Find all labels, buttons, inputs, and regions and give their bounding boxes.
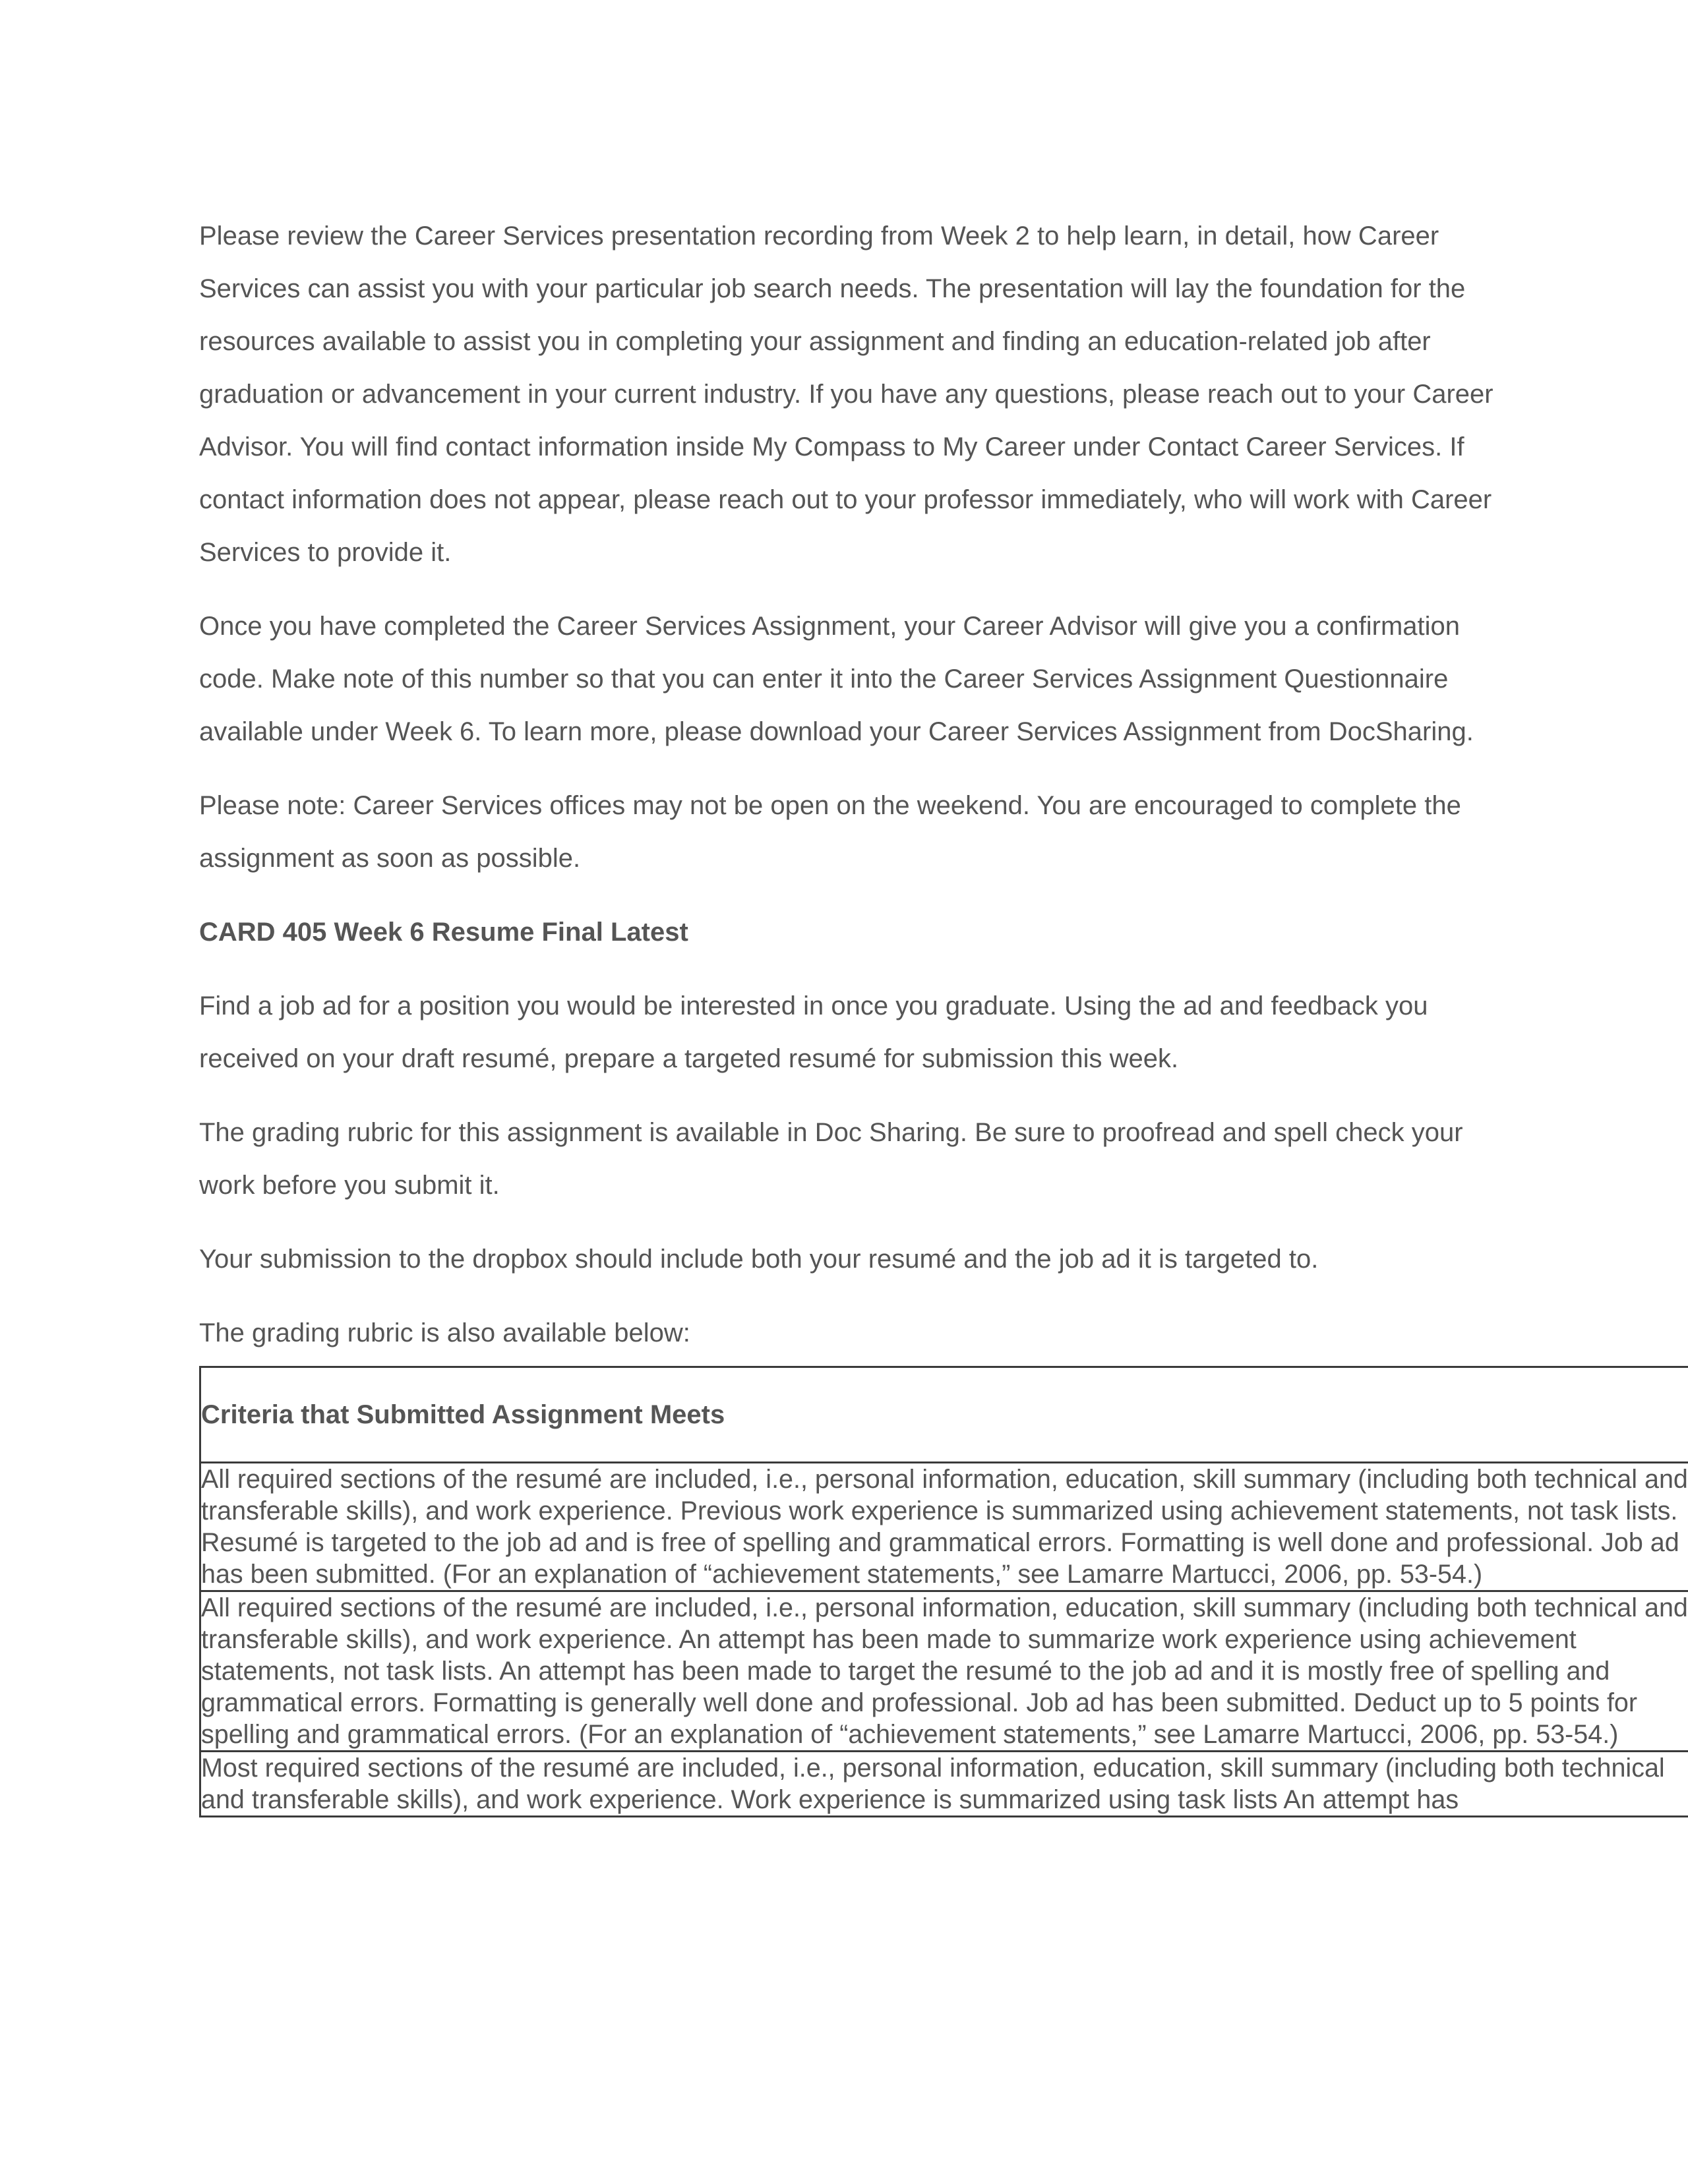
- grading-rubric-table: [199, 1366, 1688, 1817]
- intro-paragraph-1: Please review the Career Services presentation recording from Week 2 to help learn, in detail, how Career Services can assist you with your particular job search needs. The presentation will lay the foundation for the resources available to assist you in completing your assignment and finding an education-related job after graduation or advancement in your current industry. If you have any questions, please reach out to your Career Advisor. You will find contact information inside My Compass to My Career under Contact Career Services. If contact information does not appear, please reach out to your professor immediately, who will work with Career Services to provide it.: [199, 221, 1493, 567]
- section-heading: CARD 405 Week 6 Resume Final Latest: [199, 918, 688, 947]
- assignment-paragraph-4: The grading rubric is also available below:: [199, 1318, 690, 1347]
- rubric-criteria-3-cell: [200, 1752, 1688, 1817]
- rubric-criteria-3: Most required sections of the resumé are included, i.e., personal information, education, skill summary (including both technical and transferable skills), and work experience. Work experience is summarized using task lists An attempt has: [201, 1754, 1665, 1814]
- rubric-header-row: [200, 1367, 1688, 1463]
- rubric-criteria-2: All required sections of the resumé are included, i.e., personal information, education, skill summary (including both technical and transferable skills), and work experience. An attempt has been made to summarize work experience using achievement statements, not task lists. An attempt has been made to target the resumé to the job ad and it is mostly free of spelling and grammatical errors. Formatting is generally well done and professional. Job ad has been submitted. Deduct up to 5 points for spelling and grammatical errors. (For an explanation of “achievement statements,” see Lamarre Martucci, 2006, pp. 53-54.): [200, 1591, 1688, 1752]
- rubric-row: [200, 1463, 1688, 1591]
- rubric-row: [200, 1752, 1688, 1817]
- rubric-criteria-1: All required sections of the resumé are included, i.e., personal information, education, skill summary (including both technical and transferable skills), and work experience. Previous work experience is summarized using achievement statements, not task lists. Resumé is targeted to the job ad and is free of spelling and grammatical errors. Formatting is well done and professional. Job ad has been submitted. (For an explanation of “achievement statements,” see Lamarre Martucci, 2006, pp. 53-54.): [200, 1463, 1688, 1591]
- intro-paragraph-2: Once you have completed the Career Services Assignment, your Career Advisor will give you a confirmation code. Make note of this number so that you can enter it into the Career Services Assignment Questionnaire available under Week 6. To learn more, please download your Career Services Assignment from DocSharing.: [199, 612, 1474, 746]
- intro-paragraph-3: Please note: Career Services offices may not be open on the weekend. You are encouraged to complete the assignment as soon as possible.: [199, 791, 1461, 873]
- assignment-paragraph-2: The grading rubric for this assignment is available in Doc Sharing. Be sure to proofread and spell check your work before you submit it.: [199, 1118, 1463, 1200]
- assignment-paragraph-1: Find a job ad for a position you would be interested in once you graduate. Using the ad and feedback you received on your draft resumé, prepare a targeted resumé for submission this week.: [199, 991, 1428, 1073]
- assignment-paragraph-3: Your submission to the dropbox should include both your resumé and the job ad it is targeted to.: [199, 1245, 1319, 1274]
- document-page: [199, 210, 1688, 1817]
- rubric-row: [200, 1591, 1688, 1752]
- rubric-header: Criteria that Submitted Assignment Meets: [200, 1367, 1688, 1463]
